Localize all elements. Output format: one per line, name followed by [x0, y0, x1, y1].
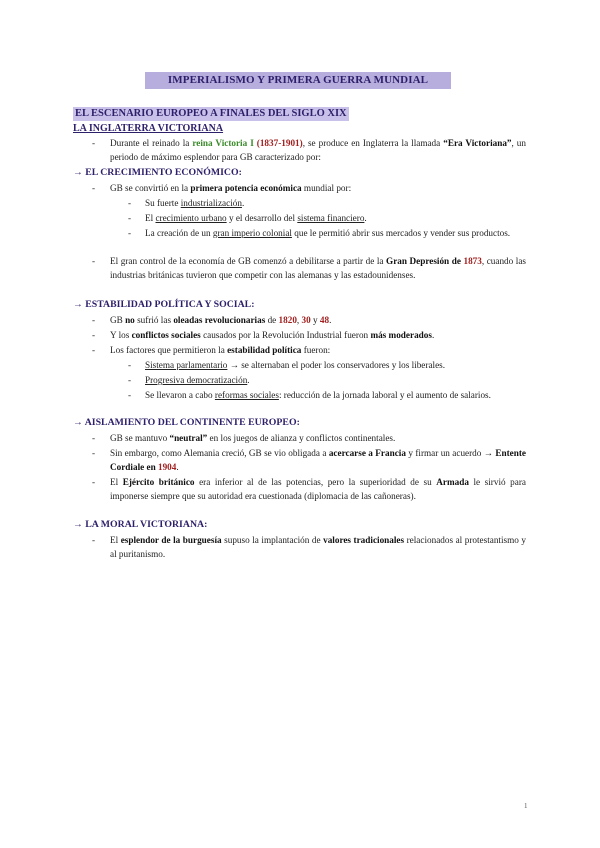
bullet: - [92, 183, 96, 193]
isolation-paragraph-1: GB se mantuvo “neutral” en los juegos de alianza y conflictos continentales. [110, 433, 396, 443]
politics-item-2: Progresiva democratización. [145, 375, 250, 385]
page-number: 1 [524, 802, 528, 810]
sub-bullet: - [128, 375, 132, 385]
bullet: - [92, 315, 96, 325]
heading-political-stability: → ESTABILIDAD POLÍTICA Y SOCIAL: [73, 299, 255, 310]
bullet: - [92, 345, 96, 355]
bullet: - [92, 535, 96, 545]
document-title: IMPERIALISMO Y PRIMERA GUERRA MUNDIAL [145, 72, 451, 89]
isolation-paragraph-2: Sin embargo, como Alemania creció, GB se vio obligada a acercarse a Francia y firmar un acuerdo → Entente Cordiale en 1904. [110, 448, 526, 473]
sub-bullet: - [128, 360, 132, 370]
bullet: - [92, 138, 96, 148]
heading-economic-growth: → EL CRECIMIENTO ECONÓMICO: [73, 167, 242, 178]
politics-paragraph-1: GB no sufrió las oleadas revolucionarias de 1820, 30 y 48. [110, 315, 332, 325]
bullet: - [92, 477, 96, 487]
politics-item-3: Se llevaron a cabo reformas sociales: reducción de la jornada laboral y el aumento de salarios. [145, 390, 491, 400]
politics-paragraph-2: Y los conflictos sociales causados por la Revolución Industrial fueron más moderados. [110, 330, 435, 340]
bullet: - [92, 256, 96, 266]
economy-item-1: Su fuerte industrialización. [145, 198, 245, 208]
sub-bullet: - [128, 228, 132, 238]
intro-paragraph: Durante el reinado la reina Victoria I (1837-1901), se produce en Inglaterra la llamada “Era Victoriana”, un periodo de máximo esplendor para GB caracterizado por: [110, 138, 526, 163]
economy-item-3: La creación de un gran imperio colonial que le permitió abrir sus mercados y vender sus productos. [145, 228, 511, 238]
morality-paragraph: El esplendor de la burguesía supuso la implantación de valores tradicionales relacionados al protestantismo y al puritanismo. [110, 535, 526, 560]
bullet: - [92, 448, 96, 458]
sub-bullet: - [128, 390, 132, 400]
sub-bullet: - [128, 198, 132, 208]
subsection-heading: LA INGLATERRA VICTORIANA [73, 123, 224, 134]
bullet: - [92, 330, 96, 340]
economy-paragraph-1: GB se convirtió en la primera potencia económica mundial por: [110, 183, 352, 193]
heading-victorian-morality: → LA MORAL VICTORIANA: [73, 519, 208, 530]
heading-isolation: → AISLAMIENTO DEL CONTINENTE EUROPEO: [73, 417, 300, 428]
politics-item-1: Sistema parlamentario → se alternaban el poder los conservadores y los liberales. [145, 360, 446, 370]
section-heading: EL ESCENARIO EUROPEO A FINALES DEL SIGLO XIX [75, 108, 347, 119]
isolation-paragraph-3: El Ejército británico era inferior al de las potencias, pero la superioridad de su Armada le sirvió para imponerse siempre que su autoridad era cuestionada (diplomacia de las cañoneras). [110, 477, 526, 502]
bullet: - [92, 433, 96, 443]
sub-bullet: - [128, 213, 132, 223]
economy-paragraph-2: El gran control de la economía de GB comenzó a debilitarse a partir de la Gran Depresión de 1873, cuando las industrias británicas tuvieron que competir con las alemanas y las estadounidenses. [110, 256, 526, 281]
economy-item-2: El crecimiento urbano y el desarrollo del sistema financiero. [145, 213, 367, 223]
politics-paragraph-3: Los factores que permitieron la estabilidad política fueron: [110, 345, 331, 355]
